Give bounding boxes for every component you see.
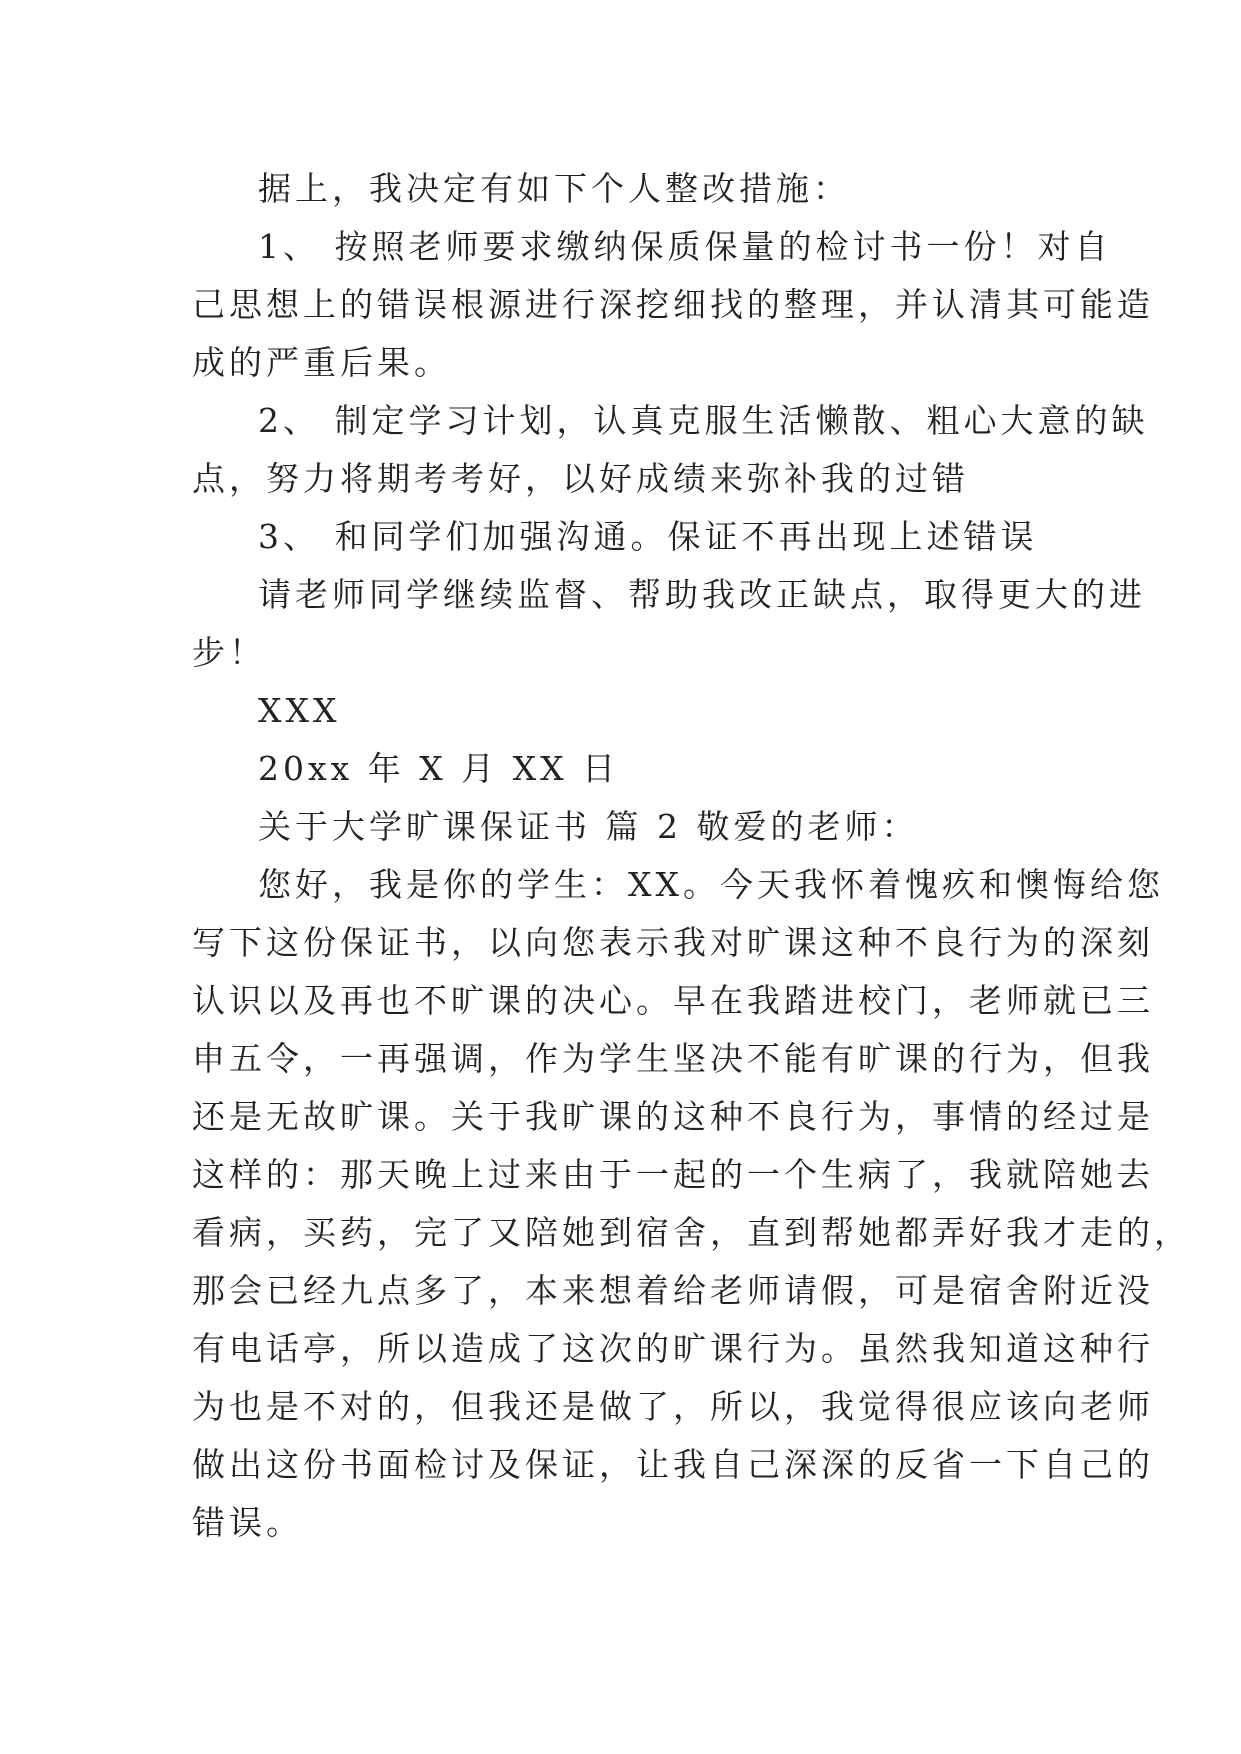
text-line: 为也是不对的，但我还是做了，所以，我觉得很应该向老师 [192, 1387, 1154, 1426]
text-line: 看病，买药，完了又陪她到宿舍，直到帮她都弄好我才走的， [192, 1213, 1191, 1252]
section-heading: 关于大学旷课保证书 篇 2 敬爱的老师： [258, 807, 919, 846]
text-line: 错误。 [192, 1503, 303, 1542]
signature-date: 20xx 年 X 月 XX 日 [258, 749, 620, 788]
text-line: 成的严重后果。 [192, 343, 451, 382]
text-line: 己思想上的错误根源进行深挖细找的整理，并认清其可能造 [192, 285, 1154, 324]
text-line: 步！ [192, 633, 266, 672]
text-line: 1、 按照老师要求缴纳保质保量的检讨书一份！对自 [258, 227, 1112, 266]
text-line: 这样的：那天晚上过来由于一起的一个生病了，我就陪她去 [192, 1155, 1154, 1194]
text-line: 做出这份书面检讨及保证，让我自己深深的反省一下自己的 [192, 1445, 1154, 1484]
text-line: 点，努力将期考考好，以好成绩来弥补我的过错 [192, 459, 969, 498]
signature-name: XXX [258, 691, 341, 730]
text-line: 2、 制定学习计划，认真克服生活懒散、粗心大意的缺 [258, 401, 1149, 440]
text-line: 您好，我是你的学生：XX。今天我怀着愧疚和懊悔给您 [258, 865, 1164, 904]
text-line: 3、 和同学们加强沟通。保证不再出现上述错误 [258, 517, 1038, 556]
text-line: 据上，我决定有如下个人整改措施： [258, 169, 850, 208]
text-line: 认识以及再也不旷课的决心。早在我踏进校门，老师就已三 [192, 981, 1154, 1020]
text-line: 写下这份保证书，以向您表示我对旷课这种不良行为的深刻 [192, 923, 1154, 962]
document-body [192, 160, 1191, 1552]
text-line: 那会已经九点多了，本来想着给老师请假，可是宿舍附近没 [192, 1271, 1154, 1310]
text-line: 还是无故旷课。关于我旷课的这种不良行为，事情的经过是 [192, 1097, 1154, 1136]
text-line: 申五令，一再强调，作为学生坚决不能有旷课的行为，但我 [192, 1039, 1154, 1078]
text-line: 请老师同学继续监督、帮助我改正缺点，取得更大的进 [258, 575, 1146, 614]
text-line: 有电话亭，所以造成了这次的旷课行为。虽然我知道这种行 [192, 1329, 1154, 1368]
